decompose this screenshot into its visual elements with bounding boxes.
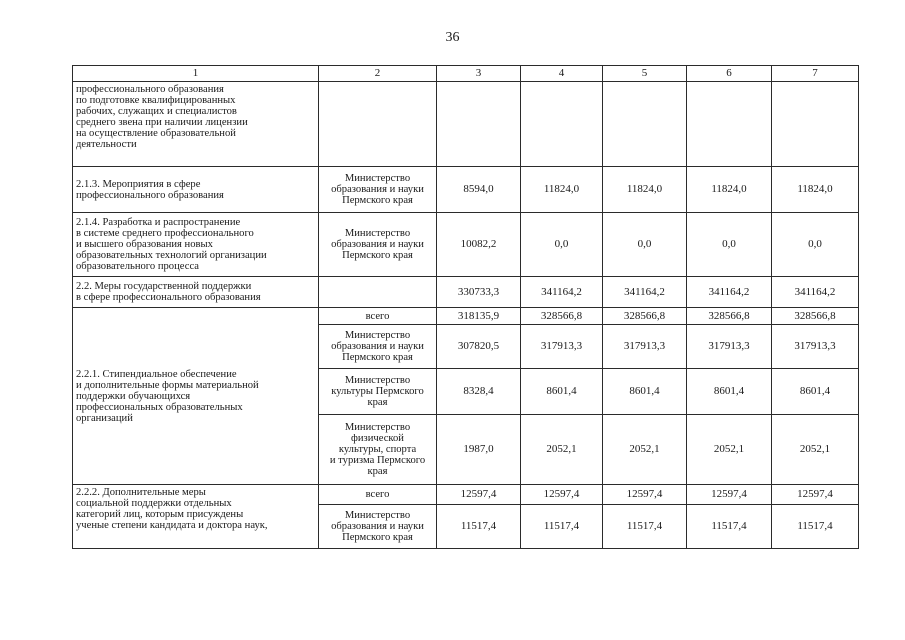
column-header: 2 — [319, 66, 437, 82]
executor-cell: Министерство образования и науки Пермского края — [319, 325, 437, 369]
column-header: 4 — [521, 66, 603, 82]
activity-description: 2.1.4. Разработка и распространение в системе среднего профессионального и высшего образования новых образовательных технологий организации образовательного процесса — [73, 213, 319, 277]
value-cell: 12597,4 — [437, 485, 521, 505]
value-cell: 11517,4 — [772, 505, 859, 549]
table-row — [73, 308, 859, 325]
executor-cell — [319, 277, 437, 308]
activity-description: профессионального образования по подготовке квалифицированных рабочих, служащих и специалистов среднего звена при наличии лицензии на осуществление образовательной деятельности — [73, 82, 319, 167]
executor-cell: Министерство физической культуры, спорта и туризма Пермского края — [319, 415, 437, 485]
column-header: 7 — [772, 66, 859, 82]
value-cell: 8594,0 — [437, 167, 521, 213]
executor-cell: Министерство культуры Пермского края — [319, 369, 437, 415]
value-cell: 11517,4 — [521, 505, 603, 549]
value-cell: 8601,4 — [521, 369, 603, 415]
page-number: 36 — [445, 30, 460, 45]
value-cell: 0,0 — [772, 213, 859, 277]
activity-description: 2.1.3. Мероприятия в сфере профессионального образования — [73, 167, 319, 213]
value-cell: 318135,9 — [437, 308, 521, 325]
value-cell: 328566,8 — [603, 308, 687, 325]
value-cell: 0,0 — [521, 213, 603, 277]
table-row — [73, 167, 859, 213]
column-header: 5 — [603, 66, 687, 82]
value-cell: 8601,4 — [772, 369, 859, 415]
value-cell: 12597,4 — [521, 485, 603, 505]
value-cell — [437, 82, 521, 167]
column-header: 1 — [73, 66, 319, 82]
table-row — [73, 277, 859, 308]
value-cell: 8328,4 — [437, 369, 521, 415]
column-header: 6 — [687, 66, 772, 82]
value-cell: 328566,8 — [521, 308, 603, 325]
value-cell: 10082,2 — [437, 213, 521, 277]
activity-description: 2.2.2. Дополнительные меры социальной поддержки отдельных категорий лиц, которым присуждены ученые степени кандидата и доктора наук, — [73, 485, 319, 549]
value-cell: 12597,4 — [687, 485, 772, 505]
value-cell: 2052,1 — [772, 415, 859, 485]
value-cell: 341164,2 — [772, 277, 859, 308]
executor-cell: Министерство образования и науки Пермского края — [319, 213, 437, 277]
table-row — [73, 213, 859, 277]
value-cell: 12597,4 — [603, 485, 687, 505]
value-cell: 11824,0 — [772, 167, 859, 213]
value-cell: 317913,3 — [772, 325, 859, 369]
value-cell: 11517,4 — [603, 505, 687, 549]
value-cell: 2052,1 — [521, 415, 603, 485]
value-cell: 317913,3 — [687, 325, 772, 369]
value-cell: 328566,8 — [772, 308, 859, 325]
value-cell: 8601,4 — [687, 369, 772, 415]
value-cell: 11824,0 — [521, 167, 603, 213]
value-cell: 11517,4 — [437, 505, 521, 549]
value-cell: 341164,2 — [521, 277, 603, 308]
executor-cell: всего — [319, 485, 437, 505]
value-cell: 317913,3 — [521, 325, 603, 369]
value-cell: 2052,1 — [603, 415, 687, 485]
value-cell — [772, 82, 859, 167]
value-cell: 0,0 — [687, 213, 772, 277]
header-row — [73, 66, 859, 82]
executor-cell: Министерство образования и науки Пермского края — [319, 505, 437, 549]
value-cell — [687, 82, 772, 167]
value-cell: 2052,1 — [687, 415, 772, 485]
value-cell: 11824,0 — [687, 167, 772, 213]
value-cell: 11517,4 — [687, 505, 772, 549]
executor-cell: всего — [319, 308, 437, 325]
value-cell: 307820,5 — [437, 325, 521, 369]
value-cell — [521, 82, 603, 167]
budget-table — [72, 65, 859, 549]
value-cell: 8601,4 — [603, 369, 687, 415]
value-cell: 11824,0 — [603, 167, 687, 213]
table-row — [73, 82, 859, 167]
table-row — [73, 485, 859, 505]
value-cell: 330733,3 — [437, 277, 521, 308]
value-cell: 328566,8 — [687, 308, 772, 325]
value-cell: 341164,2 — [603, 277, 687, 308]
value-cell — [603, 82, 687, 167]
activity-description: 2.2. Меры государственной поддержки в сфере профессионального образования — [73, 277, 319, 308]
executor-cell — [319, 82, 437, 167]
value-cell: 341164,2 — [687, 277, 772, 308]
executor-cell: Министерство образования и науки Пермского края — [319, 167, 437, 213]
column-header: 3 — [437, 66, 521, 82]
value-cell: 1987,0 — [437, 415, 521, 485]
value-cell: 12597,4 — [772, 485, 859, 505]
activity-description: 2.2.1. Стипендиальное обеспечение и дополнительные формы материальной поддержки обучающихся профессиональных образовательных организаций — [73, 308, 319, 485]
value-cell: 317913,3 — [603, 325, 687, 369]
value-cell: 0,0 — [603, 213, 687, 277]
